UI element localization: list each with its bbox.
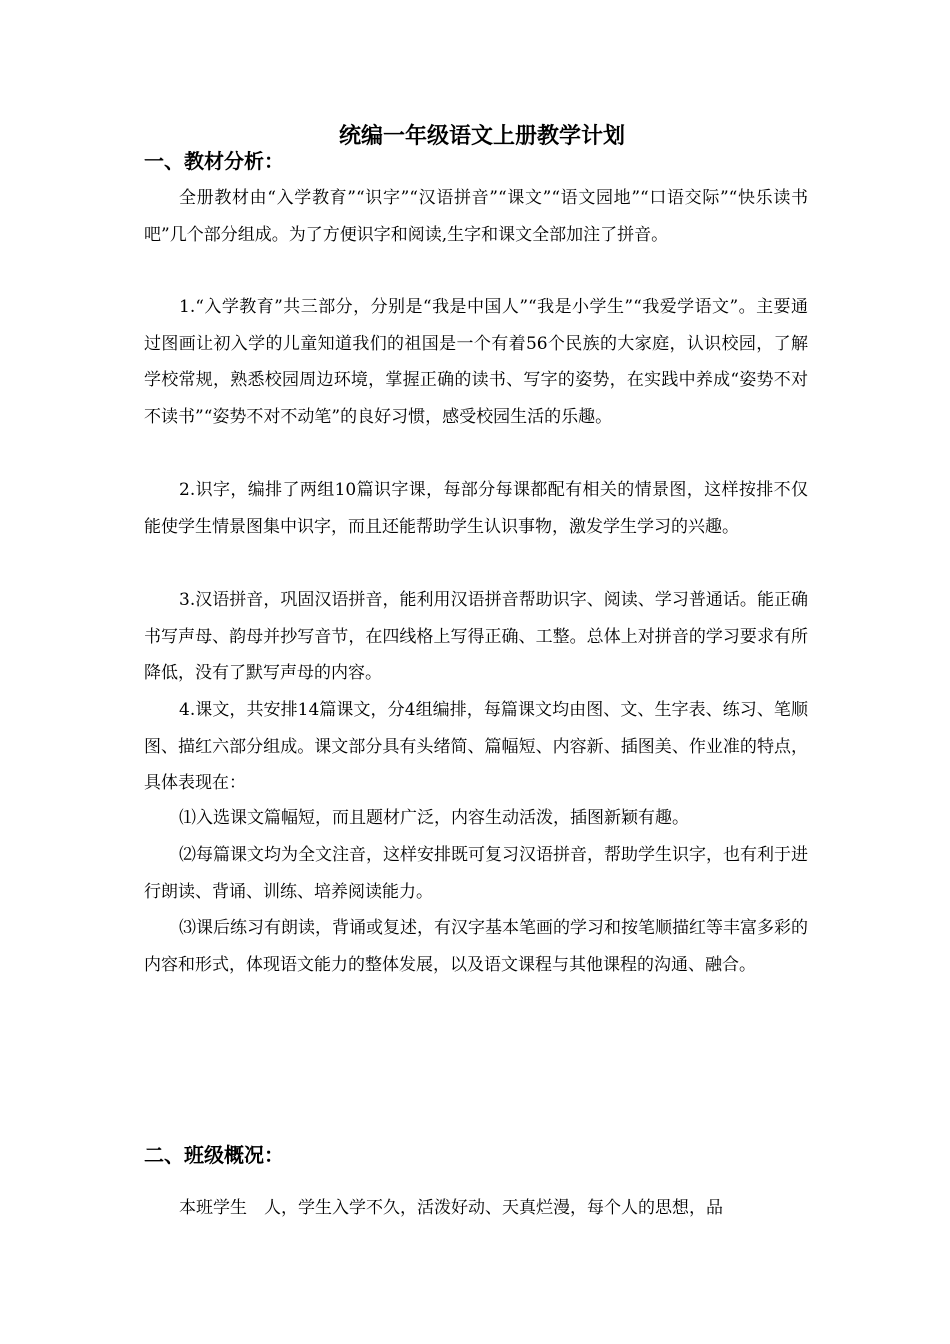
paragraph-item-4: 4.课文，共安排14篇课文，分4组编排，每篇课文均由图、文、生字表、练习、笔顺图、描红六部分组成。课文部分具有头绪简、篇幅短、内容新、插图美、作业准的特点，具体表现在： (144, 700, 808, 793)
paragraph-class-overview: 本班学生 人，学生入学不久，活泼好动、天真烂漫，每个人的思想，品 (179, 1198, 723, 1218)
paragraph-item-3: 3.汉语拼音，巩固汉语拼音，能利用汉语拼音帮助识字、阅读、学习普通话。能正确书写声母、韵母并抄写音节，在四线格上写得正确、工整。总体上对拼音的学习要求有所降低，没有了默写声母的内容。 (144, 590, 808, 683)
paragraph-item-1: 1.“入学教育”共三部分，分别是“我是中国人”“我是小学生”“我爱学语文”。主要通过图画让初入学的儿童知道我们的祖国是一个有着56个民族的大家庭，认识校园，了解学校常规，熟悉校园周边环境，掌握正确的读书、写字的姿势，在实践中养成“姿势不对不读书”“姿势不对不动笔”的良好习惯，感受校园生活的乐趣。 (144, 297, 808, 427)
paragraph-intro: 全册教材由“入学教育”“识字”“汉语拼音”“课文”“语文园地”“口语交际”“快乐读书吧”几个部分组成。为了方便识字和阅读,生字和课文全部加注了拼音。 (144, 188, 808, 245)
section-heading-textbook-analysis: 一、教材分析： (144, 149, 284, 173)
paragraph-item-4-sub-3: ⑶课后练习有朗读，背诵或复述，有汉字基本笔画的学习和按笔顺描红等丰富多彩的内容和形式，体现语文能力的整体发展，以及语文课程与其他课程的沟通、融合。 (144, 918, 808, 975)
paragraph-item-2: 2.识字，编排了两组10篇识字课，每部分每课都配有相关的情景图，这样按排不仅能使学生情景图集中识字，而且还能帮助学生认识事物，激发学生学习的兴趣。 (144, 480, 808, 537)
document-title: 统编一年级语文上册教学计划 (338, 124, 625, 149)
section-heading-class-overview: 二、班级概况： (144, 1143, 284, 1167)
paragraph-item-4-sub-2: ⑵每篇课文均为全文注音，这样安排既可复习汉语拼音，帮助学生识字，也有利于进行朗读、背诵、训练、培养阅读能力。 (144, 845, 808, 902)
paragraph-item-4-sub-1: ⑴入选课文篇幅短，而且题材广泛，内容生动活泼，插图新颖有趣。 (179, 808, 689, 828)
